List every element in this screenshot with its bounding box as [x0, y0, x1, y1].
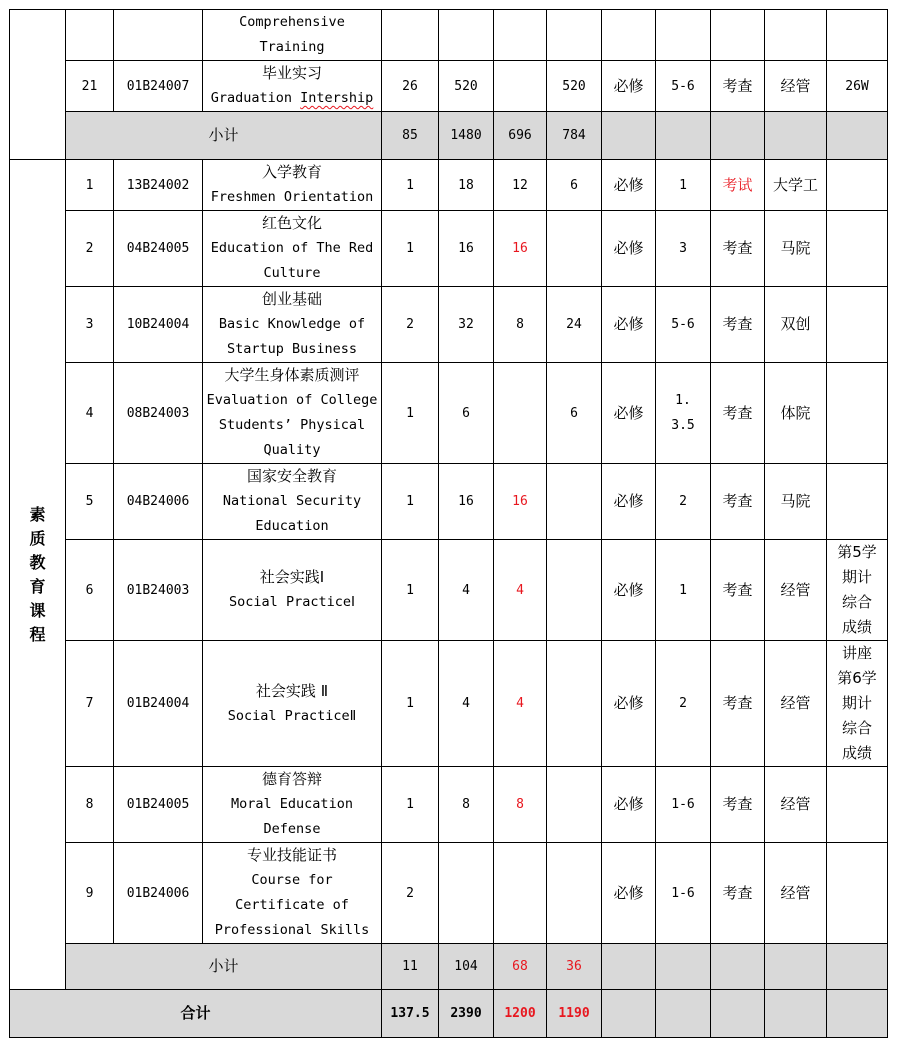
row-number: 3 — [66, 287, 114, 363]
department: 体院 — [765, 363, 827, 464]
curriculum-table — [9, 9, 888, 1038]
course-name: 社会实践 Ⅱ Social PracticeⅡ — [203, 641, 382, 767]
course-type: 必修 — [602, 287, 656, 363]
assessment: 考查 — [711, 464, 765, 540]
row-number: 21 — [66, 61, 114, 112]
subtotal-credit: 85 — [382, 112, 439, 160]
course-code: 10B24004 — [114, 287, 203, 363]
theory-hours: 16 — [494, 211, 547, 287]
department: 经管 — [765, 540, 827, 641]
assessment: 考查 — [711, 540, 765, 641]
credit: 1 — [382, 767, 439, 843]
note — [827, 363, 888, 464]
category-label: 素 质 教 育 课 程 — [10, 160, 66, 990]
course-name: 大学生身体素质测评 Evaluation of College Students’ Physical Quality — [203, 363, 382, 464]
hours — [439, 843, 494, 944]
assessment: 考查 — [711, 641, 765, 767]
subtotal-row — [10, 112, 888, 160]
credit: 1 — [382, 363, 439, 464]
semester: 1.3.5 — [656, 363, 711, 464]
credit: 1 — [382, 641, 439, 767]
hours: 4 — [439, 540, 494, 641]
hours: 520 — [439, 61, 494, 112]
note — [827, 160, 888, 211]
table-row — [10, 211, 888, 287]
course-name: 专业技能证书 Course for Certificate of Professional Skills — [203, 843, 382, 944]
course-type: 必修 — [602, 641, 656, 767]
credit: 2 — [382, 843, 439, 944]
semester: 1 — [656, 540, 711, 641]
course-type: 必修 — [602, 767, 656, 843]
table-row — [10, 843, 888, 944]
department: 大学工 — [765, 160, 827, 211]
practice-hours — [547, 211, 602, 287]
course-type: 必修 — [602, 211, 656, 287]
practice-hours: 24 — [547, 287, 602, 363]
credit: 1 — [382, 464, 439, 540]
theory-hours — [494, 61, 547, 112]
row-number: 7 — [66, 641, 114, 767]
row-number: 4 — [66, 363, 114, 464]
row-number: 1 — [66, 160, 114, 211]
semester: 5-6 — [656, 61, 711, 112]
course-type: 必修 — [602, 843, 656, 944]
total-hours: 2390 — [439, 990, 494, 1038]
total-row — [10, 990, 888, 1038]
table-row — [10, 540, 888, 641]
hours: 8 — [439, 767, 494, 843]
course-code: 01B24004 — [114, 641, 203, 767]
credit: 1 — [382, 211, 439, 287]
course-type: 必修 — [602, 464, 656, 540]
assessment: 考查 — [711, 211, 765, 287]
hours: 16 — [439, 211, 494, 287]
assessment: 考查 — [711, 843, 765, 944]
semester: 1 — [656, 160, 711, 211]
row-number: 8 — [66, 767, 114, 843]
theory-hours: 16 — [494, 464, 547, 540]
course-type: 必修 — [602, 540, 656, 641]
semester: 5-6 — [656, 287, 711, 363]
assessment: 考查 — [711, 61, 765, 112]
note — [827, 464, 888, 540]
row-number: 5 — [66, 464, 114, 540]
table-row — [10, 10, 888, 61]
course-name: 毕业实习 Graduation Intership — [203, 61, 382, 112]
assessment: 考试 — [711, 160, 765, 211]
semester: 1-6 — [656, 843, 711, 944]
hours: 4 — [439, 641, 494, 767]
course-code: 04B24005 — [114, 211, 203, 287]
subtotal-practice: 36 — [547, 944, 602, 990]
hours: 18 — [439, 160, 494, 211]
table-row — [10, 464, 888, 540]
practice-hours — [547, 464, 602, 540]
credit: 1 — [382, 540, 439, 641]
table-row — [10, 287, 888, 363]
semester: 2 — [656, 464, 711, 540]
semester: 3 — [656, 211, 711, 287]
semester: 1-6 — [656, 767, 711, 843]
course-code: 01B24005 — [114, 767, 203, 843]
department: 马院 — [765, 464, 827, 540]
theory-hours: 4 — [494, 641, 547, 767]
course-code: 01B24003 — [114, 540, 203, 641]
credit: 2 — [382, 287, 439, 363]
total-theory: 1200 — [494, 990, 547, 1038]
theory-hours — [494, 843, 547, 944]
assessment: 考查 — [711, 363, 765, 464]
spellcheck-underline: Intership — [300, 90, 374, 106]
department: 经管 — [765, 61, 827, 112]
practice-hours: 6 — [547, 363, 602, 464]
credit: 1 — [382, 160, 439, 211]
table-row — [10, 641, 888, 767]
subtotal-theory: 696 — [494, 112, 547, 160]
department: 经管 — [765, 641, 827, 767]
course-code: 13B24002 — [114, 160, 203, 211]
course-type: 必修 — [602, 160, 656, 211]
note — [827, 767, 888, 843]
note — [827, 287, 888, 363]
note — [827, 211, 888, 287]
theory-hours: 8 — [494, 287, 547, 363]
hours: 6 — [439, 363, 494, 464]
semester: 2 — [656, 641, 711, 767]
table-row — [10, 767, 888, 843]
practice-hours — [547, 641, 602, 767]
category-cell-empty — [10, 10, 66, 160]
course-code: 01B24006 — [114, 843, 203, 944]
note: 讲座第6学期计综合成绩 — [827, 641, 888, 767]
row-number: 9 — [66, 843, 114, 944]
note — [827, 843, 888, 944]
course-type: 必修 — [602, 363, 656, 464]
department: 经管 — [765, 767, 827, 843]
subtotal-row — [10, 944, 888, 990]
course-name: Comprehensive Training — [203, 10, 382, 61]
subtotal-hours: 104 — [439, 944, 494, 990]
total-label: 合计 — [10, 990, 382, 1038]
practice-hours: 520 — [547, 61, 602, 112]
department: 经管 — [765, 843, 827, 944]
hours: 32 — [439, 287, 494, 363]
department: 马院 — [765, 211, 827, 287]
table-row — [10, 363, 888, 464]
table-row — [10, 160, 888, 211]
theory-hours: 12 — [494, 160, 547, 211]
row-number: 6 — [66, 540, 114, 641]
course-code: 01B24007 — [114, 61, 203, 112]
practice-hours — [547, 540, 602, 641]
practice-hours: 6 — [547, 160, 602, 211]
course-name: 国家安全教育 National Security Education — [203, 464, 382, 540]
theory-hours: 4 — [494, 540, 547, 641]
course-name: 社会实践Ⅰ Social PracticeⅠ — [203, 540, 382, 641]
hours: 16 — [439, 464, 494, 540]
theory-hours — [494, 363, 547, 464]
course-name: 入学教育 Freshmen Orientation — [203, 160, 382, 211]
course-name: 创业基础 Basic Knowledge of Startup Business — [203, 287, 382, 363]
theory-hours: 8 — [494, 767, 547, 843]
note: 第5学期计综合成绩 — [827, 540, 888, 641]
subtotal-label: 小计 — [66, 112, 382, 160]
course-name: 红色文化 Education of The Red Culture — [203, 211, 382, 287]
total-practice: 1190 — [547, 990, 602, 1038]
department: 双创 — [765, 287, 827, 363]
table-row — [10, 61, 888, 112]
practice-hours — [547, 767, 602, 843]
credit: 26 — [382, 61, 439, 112]
practice-hours — [547, 843, 602, 944]
subtotal-hours: 1480 — [439, 112, 494, 160]
row-number: 2 — [66, 211, 114, 287]
subtotal-theory: 68 — [494, 944, 547, 990]
note: 26W — [827, 61, 888, 112]
subtotal-credit: 11 — [382, 944, 439, 990]
total-credit: 137.5 — [382, 990, 439, 1038]
course-name: 德育答辩 Moral Education Defense — [203, 767, 382, 843]
assessment: 考查 — [711, 767, 765, 843]
course-type: 必修 — [602, 61, 656, 112]
subtotal-label: 小计 — [66, 944, 382, 990]
course-code: 08B24003 — [114, 363, 203, 464]
subtotal-practice: 784 — [547, 112, 602, 160]
assessment: 考查 — [711, 287, 765, 363]
course-code: 04B24006 — [114, 464, 203, 540]
